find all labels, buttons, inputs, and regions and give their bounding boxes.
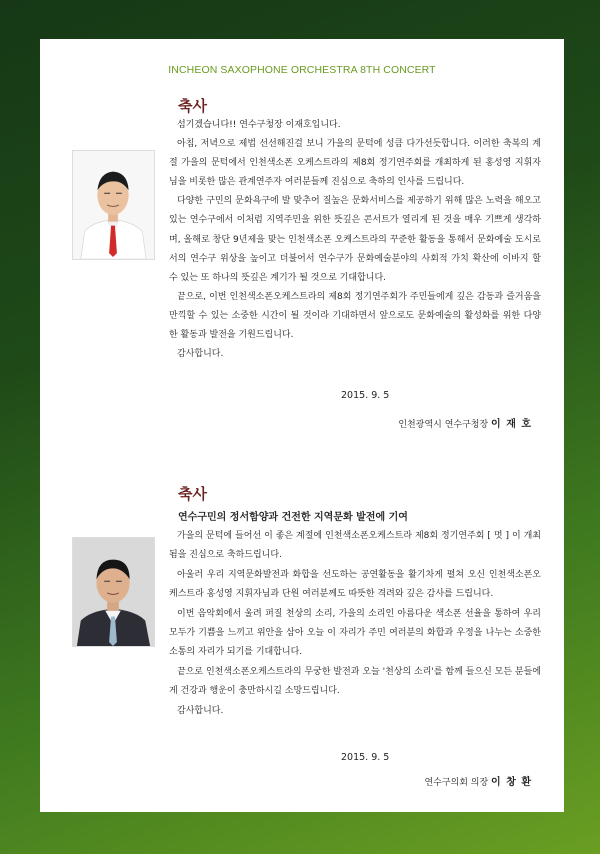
message-2-subheading: 연수구민의 정서함양과 건전한 지역문화 발전에 기여 bbox=[178, 512, 408, 523]
message-1-date: 2015. 9. 5 bbox=[341, 390, 390, 401]
message-2-paragraph: 끝으로 인천색소폰오케스트라의 무궁한 발전과 오늘 '천상의 소리'를 함께 들으신 모든 분들에게 건강과 행운이 충만하시길 소망드립니다. bbox=[169, 666, 541, 697]
message-2-paragraph: 이번 음악회에서 울려 퍼질 천상의 소리, 가을의 소리인 아름다운 색소폰 선율을 통하여 우리 모두가 기쁨을 느끼고 위안을 삼아 오늘 이 자리가 주민 여러분의 화합과 우정을 나누는 소중한 소통의 자리가 되기를 기대합니다. bbox=[169, 608, 541, 658]
message-1-paragraph: 감사합니다. bbox=[177, 349, 224, 360]
message-2-body bbox=[169, 527, 541, 721]
message-1-paragraph: 섬기겠습니다!! 연수구청장 이재호입니다. bbox=[177, 120, 341, 130]
message-2-date: 2015. 9. 5 bbox=[341, 752, 390, 763]
message-1-signer-title: 인천광역시 연수구청장 bbox=[398, 420, 489, 430]
message-1-paragraph: 아침, 저녁으로 제법 선선해진걸 보니 가을의 문턱에 성큼 다가선듯합니다. 이러한 축복의 계절 가을의 문턱에서 인천색소폰 오케스트라의 제8회 정기연주회를 개최하게 된 홍성영 지휘자님을 비롯한 많은 관계연주자 여러분들께 진심으로 축하의 인사를 드립니다. bbox=[169, 139, 541, 188]
message-2-heading: 축사 bbox=[178, 485, 207, 503]
message-2-signer-title: 연수구의회 의장 bbox=[424, 778, 489, 788]
program-page bbox=[40, 39, 564, 812]
message-2-signer-name: 이 창 환 bbox=[491, 777, 532, 788]
message-1-portrait bbox=[72, 150, 155, 260]
concert-title: INCHEON SAXOPHONE ORCHESTRA 8TH CONCERT bbox=[168, 64, 436, 76]
message-1-body bbox=[169, 116, 541, 364]
message-2-paragraph: 감사합니다. bbox=[177, 705, 224, 716]
message-2-signature bbox=[424, 773, 532, 788]
message-1-signature bbox=[398, 415, 532, 430]
message-1-paragraph: 끝으로, 이번 인천색소폰오케스트라의 제8회 정기연주회가 주민들에게 깊은 감동과 즐거움을 만끽할 수 있는 소중한 시간이 될 것이라 기대하면서 앞으로도 문화예술의 활성화를 위한 다양한 활동과 발전을 기원드립니다. bbox=[169, 291, 541, 341]
message-1-signer-name: 이 재 호 bbox=[491, 419, 532, 430]
message-2-portrait bbox=[72, 537, 155, 647]
message-2-paragraph: 아울러 우리 지역문화발전과 화합을 선도하는 공연활동을 활기차게 펼쳐 오신 인천색소폰오케스트라 홍성영 지휘자님과 단원 여러분께도 따뜻한 격려와 깊은 감사를 드립니다. bbox=[169, 569, 541, 600]
message-2-paragraph: 가을의 문턱에 들어선 이 좋은 계절에 인천색소폰오케스트라 제8회 정기연주회 [ 멋 ] 이 개최됨을 진심으로 축하드립니다. bbox=[169, 531, 541, 561]
message-1-paragraph: 다양한 구민의 문화욕구에 발 맞추어 질높은 문화서비스를 제공하기 위해 많은 노력을 해오고 있는 연수구에서 이처럼 지역주민을 위한 뜻깊은 콘서트가 열리게 된 것을 매우 기쁘게 생각하며, 올해로 창단 9년제을 맞는 인천색소폰 오케스트라의 꾸준한 활동을 통해서 문화예술 도시로서의 연수구 위상을 높이고 더불어서 연수구가 문화예술분야의 사회적 가치 확산에 이바지 할 수 있는 또 하나의 뜻깊은 계기가 될 것으로 기대합니다. bbox=[169, 196, 541, 283]
message-1-heading: 축사 bbox=[178, 97, 207, 115]
